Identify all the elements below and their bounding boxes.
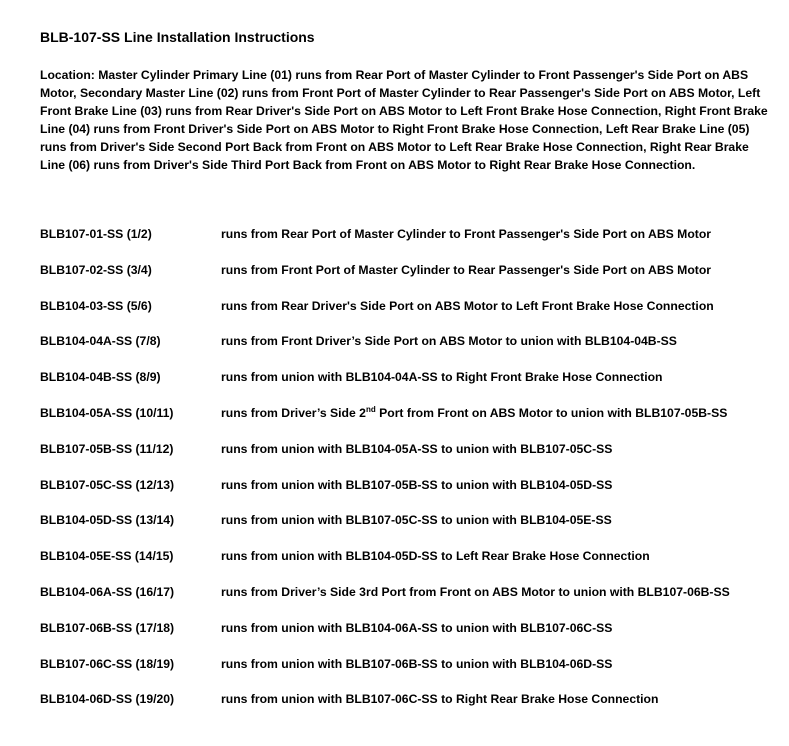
line-description: runs from Front Port of Master Cylinder to Rear Passenger's Side Port on ABS Motor xyxy=(221,262,712,277)
line-code: BLB104-05E-SS (14/15) xyxy=(40,549,174,564)
line-description-pre: runs from Driver’s Side 2 xyxy=(221,405,366,420)
document-title: BLB-107-SS Line Installation Instructions xyxy=(40,29,315,45)
line-list xyxy=(40,227,780,728)
line-code: BLB104-03-SS (5/6) xyxy=(40,298,152,313)
line-description: runs from Rear Driver's Side Port on ABS Motor to Left Front Brake Hose Connection xyxy=(221,298,714,313)
line-row xyxy=(40,621,780,657)
line-description: runs from union with BLB104-05A-SS to union with BLB107-05C-SS xyxy=(221,441,613,456)
line-code: BLB104-04A-SS (7/8) xyxy=(40,334,161,349)
line-row xyxy=(40,334,780,370)
line-row xyxy=(40,263,780,299)
line-description: runs from union with BLB104-04A-SS to Right Front Brake Hose Connection xyxy=(221,370,663,385)
line-description: runs from Driver’s Side 3rd Port from Front on ABS Motor to union with BLB107-06B-SS xyxy=(221,584,730,599)
location-paragraph: Location: Master Cylinder Primary Line (01) runs from Rear Port of Master Cylinder to Front Passenger's Side Port on ABS Motor, Secondary Master Line (02) runs from Front Port of Master Cylinder to Rear Passenger's Side Port on ABS Motor, Left Front Brake Line (03) runs from Rear Driver's Side Port on ABS Motor to Left Front Brake Hose Connection, Right Front Brake Line (04) runs from Front Driver's Side Port on ABS Motor to Right Front Brake Hose Connection, Left Rear Brake Line (05) runs from Driver's Side Second Port Back from Front on ABS Motor to Left Rear Brake Hose Connection, Right Rear Brake Line (06) runs from Driver's Side Third Port Back from Front on ABS Motor to Right Rear Brake Hose Connection. xyxy=(40,68,768,172)
line-description xyxy=(221,406,727,420)
line-row xyxy=(40,513,780,549)
line-description: runs from union with BLB107-06B-SS to union with BLB104-06D-SS xyxy=(221,656,613,671)
line-description: runs from union with BLB107-05C-SS to union with BLB104-05E-SS xyxy=(221,513,612,528)
line-code: BLB107-01-SS (1/2) xyxy=(40,227,152,241)
line-code: BLB104-04B-SS (8/9) xyxy=(40,370,161,385)
line-description: runs from Rear Port of Master Cylinder to Front Passenger's Side Port on ABS Motor xyxy=(221,227,712,241)
line-code: BLB107-06C-SS (18/19) xyxy=(40,656,175,671)
line-code: BLB107-06B-SS (17/18) xyxy=(40,620,175,635)
line-row xyxy=(40,227,780,263)
line-description: runs from union with BLB107-06C-SS to Right Rear Brake Hose Connection xyxy=(221,692,659,707)
line-row xyxy=(40,299,780,335)
line-description: runs from Front Driver’s Side Port on ABS Motor to union with BLB104-04B-SS xyxy=(221,334,677,349)
line-row xyxy=(40,370,780,406)
line-code: BLB107-05B-SS (11/12) xyxy=(40,441,174,456)
line-code: BLB104-05D-SS (13/14) xyxy=(40,513,175,528)
line-row xyxy=(40,692,780,728)
line-description-post: Port from Front on ABS Motor to union with BLB107-05B-SS xyxy=(375,405,728,420)
line-description: runs from union with BLB104-06A-SS to union with BLB107-06C-SS xyxy=(221,620,613,635)
line-code: BLB104-06D-SS (19/20) xyxy=(40,692,175,707)
line-row xyxy=(40,657,780,693)
line-row xyxy=(40,478,780,514)
line-row xyxy=(40,585,780,621)
line-description: runs from union with BLB107-05B-SS to union with BLB104-05D-SS xyxy=(221,477,613,492)
line-row xyxy=(40,406,780,442)
line-row xyxy=(40,549,780,585)
ordinal-suffix: nd xyxy=(365,404,376,414)
line-description: runs from union with BLB104-05D-SS to Left Rear Brake Hose Connection xyxy=(221,549,650,564)
line-code: BLB107-05C-SS (12/13) xyxy=(40,477,175,492)
line-row xyxy=(40,442,780,478)
line-code: BLB107-02-SS (3/4) xyxy=(40,262,152,277)
line-code: BLB104-06A-SS (16/17) xyxy=(40,584,175,599)
line-code: BLB104-05A-SS (10/11) xyxy=(40,405,174,420)
